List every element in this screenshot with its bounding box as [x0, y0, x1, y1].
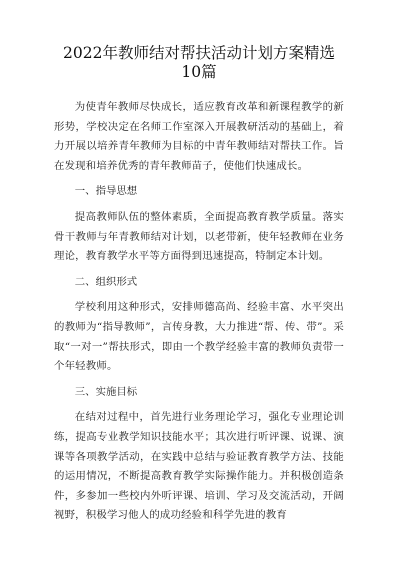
section-paragraph-guiding-thought: 提高教师队伍的整体素质，全面提高教育教学质量。落实骨干教师与年青教师结对计划，以老带新，使年轻教师在业务理论，教育教学水平等方面得到迅速提高，特制定本计划。 [54, 210, 344, 263]
intro-paragraph: 为使青年教师尽快成长，适应教育改革和新课程教学的新形势，学校决定在名师工作室深入开展教研活动的基础上，着力开展以培养青年教师为目标的中青年教师结对帮扶工作。旨在发现和培养优秀的青年教师苗子，使他们快速成长。 [54, 101, 344, 172]
section-paragraph-goals: 在结对过程中，首先进行业务理论学习，强化专业理论训练，提高专业教学知识技能水平；其次进行听评课、说课、演课等各项教学活动，在实践中总结与验证教育教学方法、技能的运用情况，不断提高教育教学实际操作能力。并积极创造条件，多参加一些校内外听评课、培训、学习及交流活动，开阔视野，积极学习他人的成功经验和科学先进的教育 [54, 411, 344, 522]
section-heading-guiding-thought: 一、指导思想 [74, 185, 138, 198]
section-paragraph-organization: 学校利用这种形式，安排师德高尚、经验丰富、水平突出的教师为“指导教师”，言传身教，大力推进“帮、传、带”。采取“一对一”帮扶形式，即由一个教学经验丰富的教师负责带一个年轻教师。 [54, 301, 344, 373]
section-heading-goals: 三、实施目标 [74, 385, 138, 398]
document-title: 2022年教师结对帮扶活动计划方案精选10篇 [63, 44, 335, 81]
section-heading-organization: 二、组织形式 [74, 275, 138, 288]
document-body [54, 98, 344, 526]
